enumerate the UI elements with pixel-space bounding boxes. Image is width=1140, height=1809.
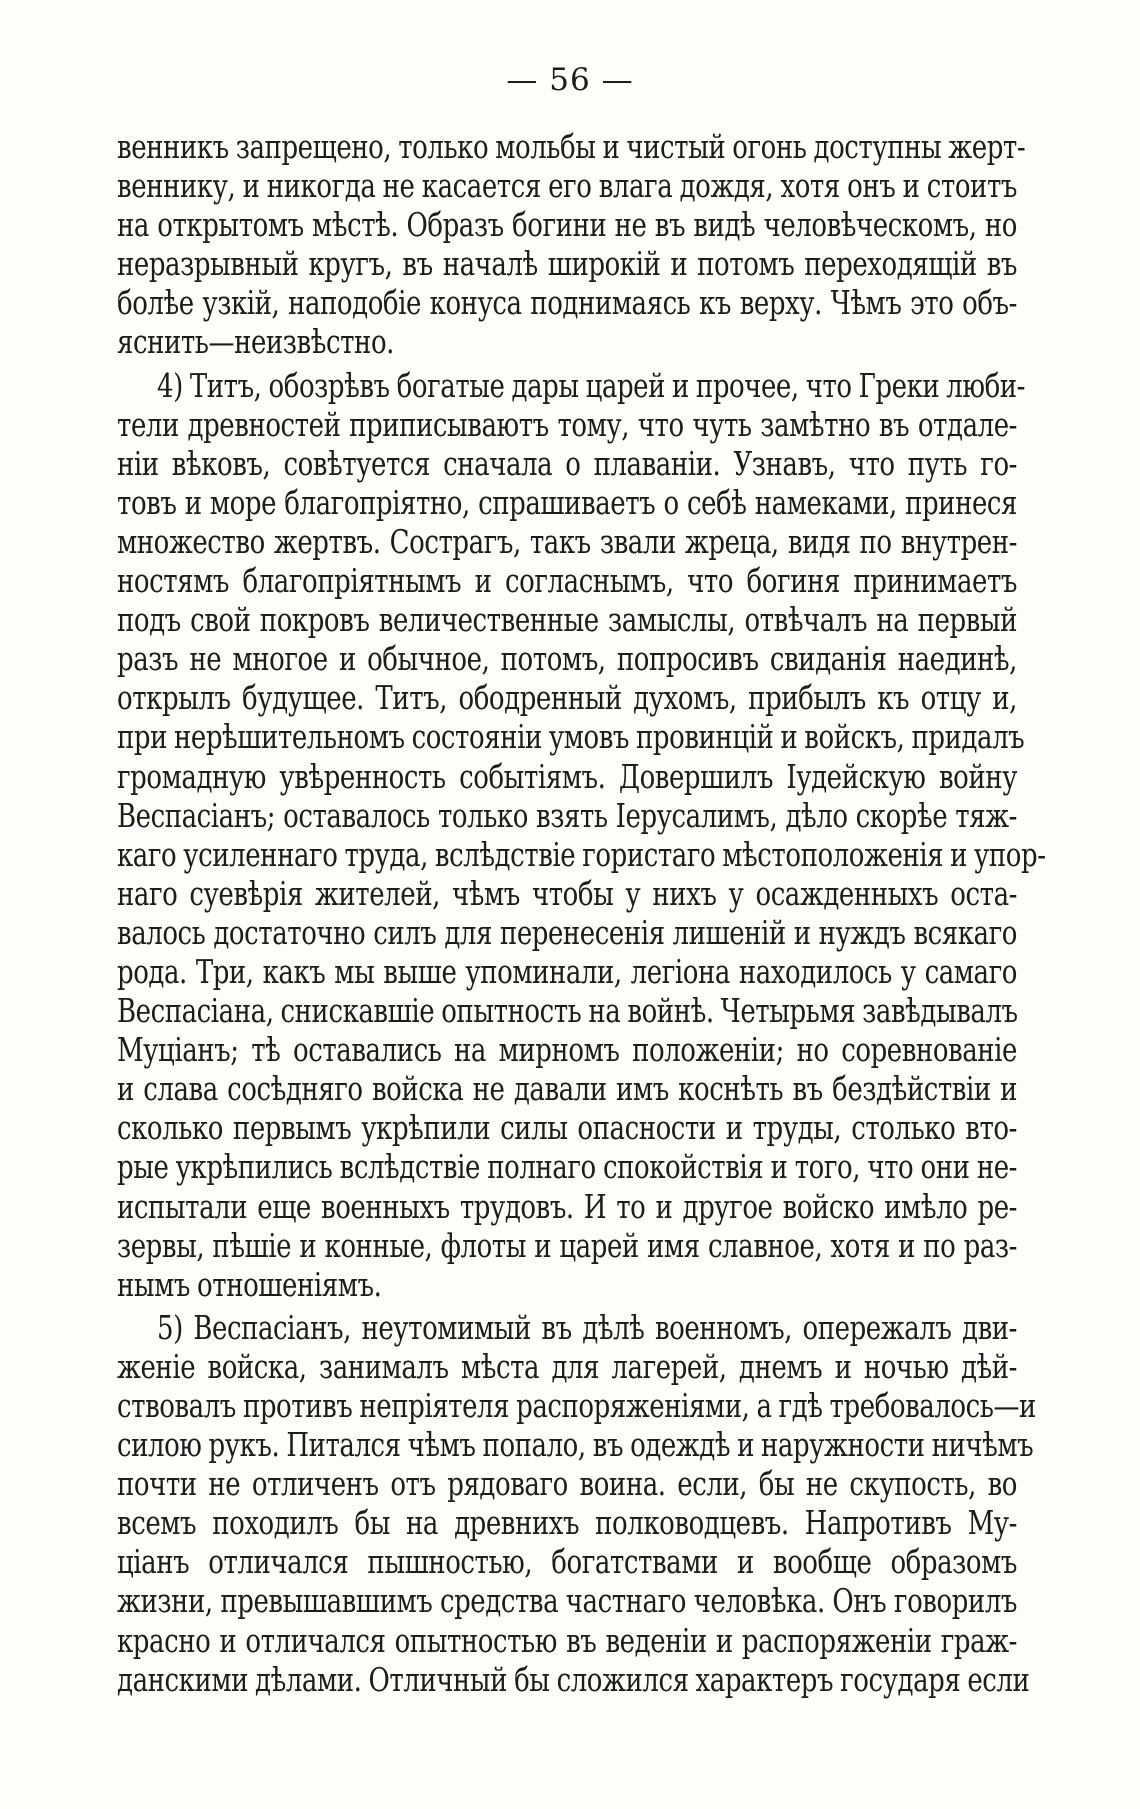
text-line: множество жертвъ. Сострагъ, такъ звали жреца, видя по внутрен- — [117, 522, 1017, 561]
text-line: болѣе узкій, наподобіе конуса поднимаясь къ верху. Чѣмъ это объ- — [117, 284, 1017, 323]
paragraph-2 — [117, 366, 1046, 1305]
text-line: веннику, и никогда не касается его влага дождя, хотя онъ и стоитъ — [117, 167, 1017, 206]
text-line: жизни, превышавшимъ средства частнаго человѣка. Онъ говорилъ — [117, 1582, 1017, 1621]
text-line: при нерѣшительномъ состояніи умовъ провинцій и войскъ, придалъ — [117, 718, 1025, 757]
text-line: на открытомъ мѣстѣ. Образъ богини не въ видѣ человѣческомъ, но — [117, 206, 1017, 245]
text-line: рые укрѣпились вслѣдствіе полнаго спокойствія и того, что они не- — [117, 1148, 1017, 1187]
text-line: открылъ будущее. Титъ, ободренный духомъ, прибылъ къ отцу и, — [117, 679, 1017, 718]
text-line: Веспасіана, снискавшіе опытность на войнѣ. Четырьмя завѣдывалъ — [117, 992, 1018, 1031]
text-line: и слава сосѣдняго войска не давали имъ коснѣть въ бездѣйствіи и — [117, 1070, 1017, 1109]
text-line: почти не отличенъ отъ рядоваго воина. если, бы не скупость, во — [117, 1465, 1017, 1504]
paragraph-3 — [117, 1308, 1036, 1700]
text-line: 4) Титъ, обозрѣвъ богатые дары царей и прочее, что Греки люби- — [157, 366, 1026, 405]
text-line: испытали еще военныхъ трудовъ. И то и другое войско имѣло ре- — [117, 1187, 1017, 1226]
paragraph-1 — [117, 128, 1026, 363]
text-line: женіе войска, занималъ мѣста для лагерей, днемъ и ночью дѣй- — [117, 1347, 1017, 1386]
text-line: Муціанъ; тѣ оставались на мирномъ положеніи; но соревнованіе — [117, 1031, 1017, 1070]
text-line: ніи вѣковъ, совѣтуется сначала о плаваніи. Узнавъ, что путь го- — [117, 444, 1017, 483]
text-line: громадную увѣренность событіямъ. Довершилъ Іудейскую войну — [117, 757, 1017, 796]
text-line: сколько первымъ укрѣпили силы опасности и труды, столько вто- — [117, 1109, 1017, 1148]
text-line: разъ не многое и обычное, потомъ, попросивъ свиданія наединѣ, — [117, 640, 1017, 679]
text-line: товъ и море благопріятно, спрашиваетъ о себѣ намеками, принеся — [117, 483, 1017, 522]
text-line: всемъ походилъ бы на древнихъ полководцевъ. Напротивъ Му- — [117, 1504, 1017, 1543]
text-line: венникъ запрещено, только мольбы и чистый огонь доступны жерт- — [117, 128, 1026, 166]
text-line: красно и отличался опытностью въ веденіи и распоряженіи граж- — [117, 1621, 1017, 1660]
page-number: — 56 — — [506, 62, 634, 98]
text-line: нымъ отношеніямъ. — [117, 1265, 382, 1304]
text-line: тели древностей приписываютъ тому, что чуть замѣтно въ отдале- — [117, 405, 1017, 444]
body-text — [117, 128, 1046, 1700]
text-line: силою рукъ. Питался чѣмъ попало, въ одеждѣ и наружности ничѣмъ — [117, 1426, 1034, 1465]
text-line: наго суевѣрія жителей, чѣмъ чтобы у нихъ у осажденныхъ оста- — [117, 874, 1017, 913]
text-line: Веспасіанъ; оставалось только взять Іерусалимъ, дѣло скорѣе тяж- — [117, 796, 1017, 835]
text-line: подъ свой покровъ величественные замыслы, отвѣчалъ на первый — [117, 601, 1017, 640]
text-line: неразрывный кругъ, въ началѣ широкій и потомъ переходящій въ — [117, 245, 1017, 284]
text-line: ціанъ отличался пышностью, богатствами и вообще образомъ — [117, 1543, 1017, 1582]
text-line: ствовалъ противъ непріятеля распоряженіями, а гдѣ требовалось—и — [117, 1387, 1036, 1425]
text-line: рода. Три, какъ мы выше упоминали, легіона находилось у самаго — [117, 952, 1017, 991]
text-line: данскими дѣлами. Отличный бы сложился характеръ государя если — [117, 1660, 1030, 1699]
text-line: ностямъ благопріятнымъ и согласнымъ, что богиня принимаетъ — [117, 562, 1017, 601]
text-line: 5) Веспасіанъ, неутомимый въ дѣлѣ военномъ, опережалъ дви- — [157, 1308, 1017, 1347]
text-line: валось достаточно силъ для перенесенія лишеній и нуждъ всякаго — [117, 913, 1017, 952]
text-line: яснить—неизвѣстно. — [117, 323, 394, 362]
text-line: каго усиленнаго труда, вслѣдствіе гористаго мѣстоположенія и упор- — [117, 835, 1046, 874]
text-line: зервы, пѣшіе и конные, флоты и царей имя славное, хотя и по раз- — [117, 1226, 1017, 1265]
